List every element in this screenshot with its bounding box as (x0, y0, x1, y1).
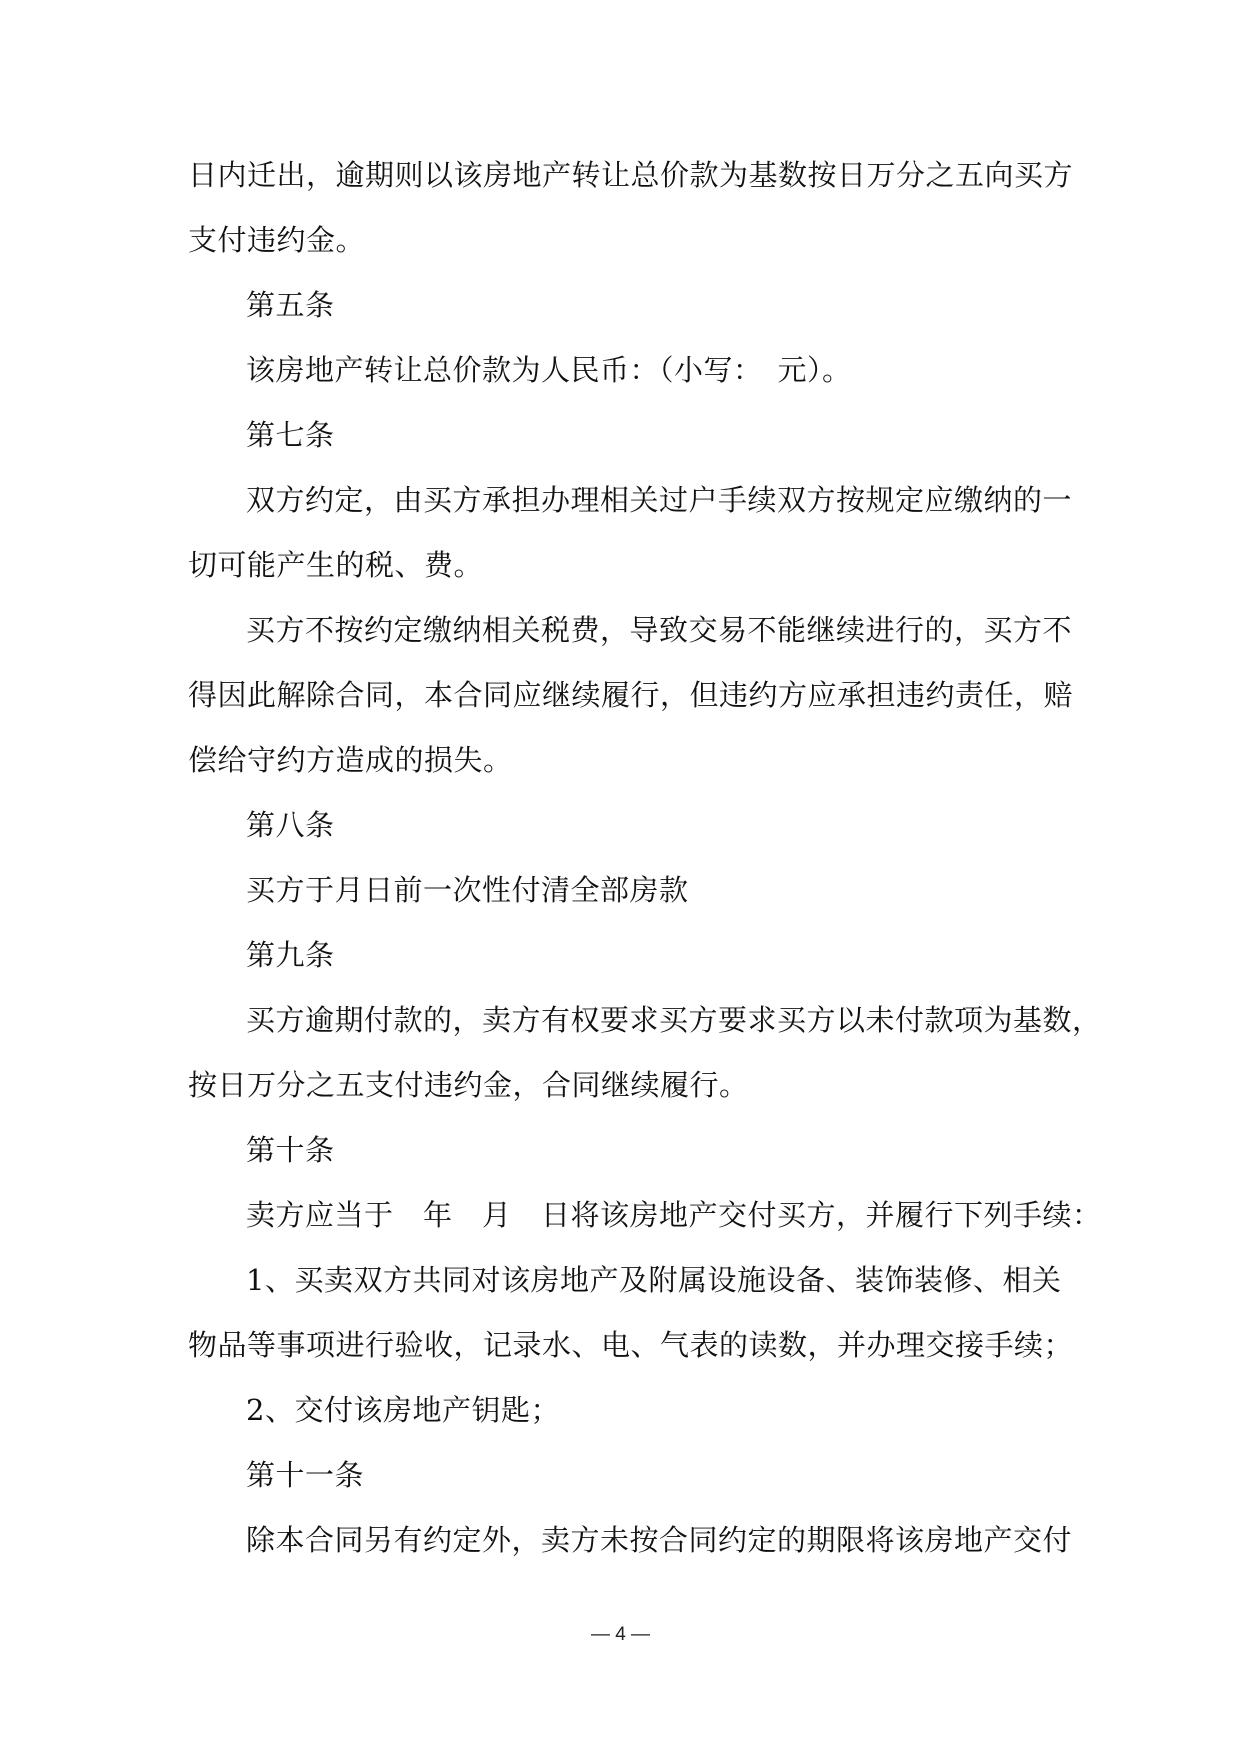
page-number: — 4 — (590, 1624, 651, 1645)
list-item-line: 物品等事项进行验收，记录水、电、气表的读数，并办理交接手续； (188, 1328, 1074, 1362)
paragraph-line: 偿给守约方造成的损失。 (188, 743, 513, 777)
paragraph-line: 切可能产生的税、费。 (188, 548, 484, 582)
paragraph-line: 该房地产转让总价款为人民币：（小写： 元）。 (246, 353, 852, 387)
article-heading: 第五条 (246, 288, 335, 322)
paragraph-line: 除本合同另有约定外，卖方未按合同约定的期限将该房地产交付 (246, 1523, 1073, 1557)
article-heading: 第七条 (246, 418, 335, 452)
paragraph-line: 买方于月日前一次性付清全部房款 (246, 873, 689, 907)
article-heading: 第八条 (246, 808, 335, 842)
list-item-line: 2、交付该房地产钥匙； (246, 1393, 560, 1427)
paragraph-line: 日内迁出，逾期则以该房地产转让总价款为基数按日万分之五向买方 (188, 158, 1074, 192)
paragraph-line: 买方不按约定缴纳相关税费，导致交易不能继续进行的，买方不 (246, 613, 1073, 647)
paragraph-line: 卖方应当于 年 月 日将该房地产交付买方，并履行下列手续： (246, 1198, 1102, 1232)
paragraph-line: 双方约定，由买方承担办理相关过户手续双方按规定应缴纳的一 (246, 483, 1073, 517)
list-item-line: 1、买卖双方共同对该房地产及附属设施设备、装饰装修、相关 (246, 1263, 1062, 1297)
article-heading: 第十条 (246, 1133, 335, 1167)
document-body (188, 158, 1102, 1557)
article-heading: 第十一条 (246, 1458, 365, 1492)
paragraph-line: 得因此解除合同，本合同应继续履行，但违约方应承担违约责任，赔 (188, 678, 1074, 712)
paragraph-line: 买方逾期付款的，卖方有权要求买方要求买方以未付款项为基数， (246, 1003, 1102, 1037)
paragraph-line: 支付违约金。 (188, 223, 366, 257)
paragraph-line: 按日万分之五支付违约金，合同继续履行。 (188, 1068, 749, 1102)
article-heading: 第九条 (246, 938, 335, 972)
